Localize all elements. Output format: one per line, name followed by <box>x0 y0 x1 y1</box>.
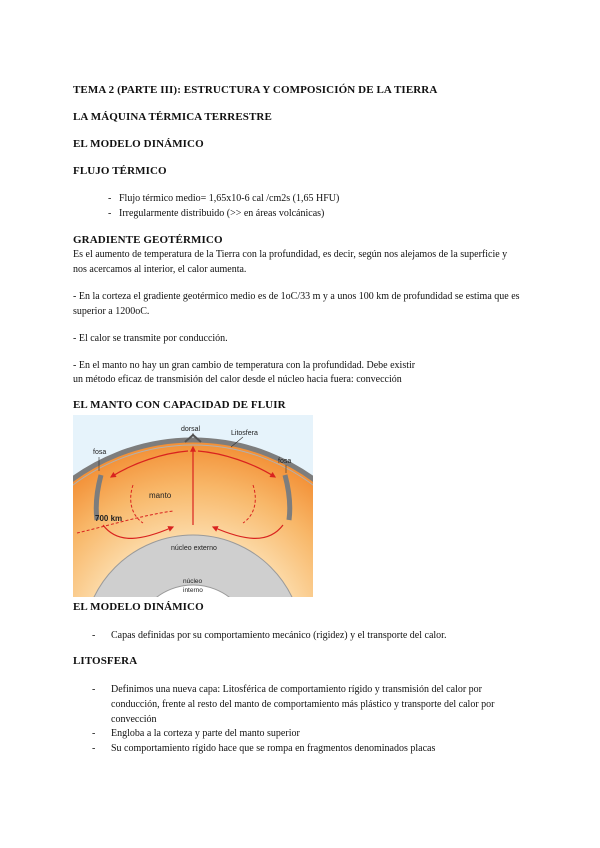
list-bullet: - <box>92 684 96 695</box>
label-nucleo-externo: núcleo externo <box>171 545 217 552</box>
heading-gradiente-geotermico: GRADIENTE GEOTÉRMICO <box>73 234 223 246</box>
gradiente-conduccion: - El calor se transmite por conducción. <box>73 333 228 344</box>
litosfera-item: Engloba a la corteza y parte del manto superior <box>111 728 300 739</box>
heading-modelo-dinamico-2: EL MODELO DINÁMICO <box>73 601 204 613</box>
litosfera-item: Definimos una nueva capa: Litosférica de comportamiento rígido y transmisión del calor por conducción, frente al resto del manto de comportamiento más plástico y transporte del calor por convección <box>111 684 495 725</box>
heading-modelo-dinamico: EL MODELO DINÁMICO <box>73 138 204 150</box>
label-litosfera: Litosfera <box>231 430 258 437</box>
label-fosa-left: fosa <box>93 449 107 456</box>
heading-manto-fluir: EL MANTO CON CAPACIDAD DE FLUIR <box>73 399 286 411</box>
flujo-item: Flujo térmico medio= 1,65x10-6 cal /cm2s (1,65 HFU) <box>119 193 340 204</box>
label-manto: manto <box>149 491 172 500</box>
list-bullet: - <box>92 728 96 739</box>
document-title: TEMA 2 (PARTE III): ESTRUCTURA Y COMPOSICIÓN DE LA TIERRA <box>73 84 438 96</box>
label-depth: 700 km <box>95 514 123 523</box>
heading-flujo-termico: FLUJO TÉRMICO <box>73 165 167 177</box>
modelo-item: Capas definidas por su comportamiento mecánico (rigidez) y el transporte del calor. <box>111 630 447 641</box>
gradiente-definition: Es el aumento de temperatura de la Tierra con la profundidad, es decir, según nos alejamos de la superficie y nos acercamos al interior, el calor aumenta. <box>73 249 508 275</box>
litosfera-item: Su comportamiento rígido hace que se rompa en fragmentos denominados placas <box>111 743 436 754</box>
label-nucleo-interno-2: interno <box>183 587 203 594</box>
label-dorsal: dorsal <box>181 426 201 433</box>
list-bullet: - <box>92 630 96 641</box>
gradiente-corteza: - En la corteza el gradiente geotérmico medio es de 1oC/33 m y a unos 100 km de profundidad se estima que es superior a 1200oC. <box>73 291 520 317</box>
gradiente-manto-line1: - En el manto no hay un gran cambio de temperatura con la profundidad. Debe existir <box>73 360 416 371</box>
label-nucleo-interno-1: núcleo <box>183 578 203 585</box>
flujo-item: Irregularmente distribuido (>> en áreas volcánicas) <box>119 208 325 219</box>
list-bullet: - <box>108 193 112 204</box>
earth-convection-figure <box>73 415 313 597</box>
heading-litosfera: LITOSFERA <box>73 655 138 667</box>
label-fosa-right: fosa <box>278 458 292 465</box>
list-bullet: - <box>92 743 96 754</box>
heading-maquina-termica: LA MÁQUINA TÉRMICA TERRESTRE <box>73 111 272 123</box>
list-bullet: - <box>108 208 112 219</box>
gradiente-manto-line2: un método eficaz de transmisión del calor desde el núcleo hacia fuera: convección <box>73 374 402 385</box>
